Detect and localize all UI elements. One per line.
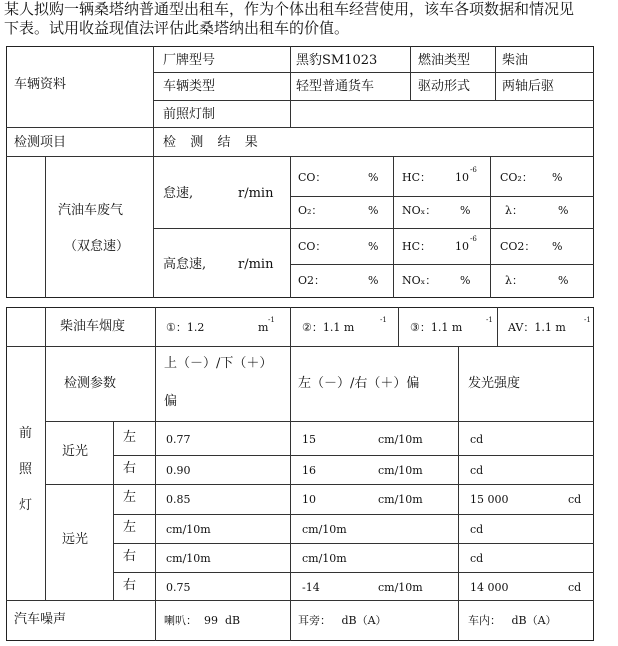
exhaust-nox-label: NOₓ： — [402, 204, 437, 217]
vertical-offset-header: 上（－）/下（＋） — [164, 356, 273, 371]
exhaust-high-co-label: CO： — [298, 240, 327, 253]
headlight-side-label-3: 灯 — [19, 498, 33, 513]
row4-int-unit: cd — [470, 523, 484, 536]
row3-hunit: cm/10m — [378, 493, 423, 506]
intensity-header: 发光强度 — [468, 376, 521, 391]
high-idle-label: 高怠速, — [163, 257, 207, 272]
smoke-unit-1: m — [258, 321, 269, 334]
row3-side: 左 — [123, 490, 137, 505]
exhaust-high-hc-unit: 10 — [455, 240, 469, 253]
headlight-side-label-2: 照 — [19, 462, 33, 477]
exhaust-high-hc-exp: -6 — [470, 235, 477, 243]
exhaust-o2-unit: % — [368, 204, 379, 217]
smoke-reading-1: ①：1.2 — [166, 321, 205, 334]
exhaust-lambda-label: λ： — [505, 204, 523, 217]
brand-label: 厂牌型号 — [163, 53, 216, 68]
headlight-system-label: 前照灯制 — [163, 107, 216, 122]
brand-value: 黑豹SM1023 — [296, 53, 378, 68]
exhaust-high-co2-label: CO2： — [500, 240, 536, 253]
exhaust-high-nox-unit: % — [460, 274, 471, 287]
high-beam-label: 远光 — [62, 532, 89, 547]
row2-side: 右 — [123, 461, 137, 476]
row5-side: 右 — [123, 549, 137, 564]
type-label: 车辆类型 — [163, 79, 216, 94]
smoke-exp-3: -1 — [486, 316, 493, 324]
intro-line-1: 某人拟购一辆桑塔纳普通型出租车，作为个体出租车经营使用，该车各项数据和情况见 — [4, 0, 575, 18]
row1-side: 左 — [123, 430, 137, 445]
horizontal-offset-header: 左（－）/右（＋）偏 — [298, 376, 420, 391]
inspection-result-label: 检 测 结 果 — [163, 135, 260, 150]
row1-vert: 0.77 — [166, 433, 191, 446]
row4-hval: cm/10m — [302, 523, 347, 536]
row5-vert: cm/10m — [166, 552, 211, 565]
smoke-average: AV：1.1 m — [508, 321, 566, 334]
smoke-exp-av: -1 — [584, 316, 591, 324]
drive-label: 驱动形式 — [418, 79, 471, 94]
idle-unit: r/min — [238, 186, 274, 201]
exhaust-high-lambda-label: λ： — [505, 274, 523, 287]
row1-int-unit: cd — [470, 433, 484, 446]
exhaust-co2-unit: % — [552, 171, 563, 184]
exhaust-nox-unit: % — [460, 204, 471, 217]
row4-vert: cm/10m — [166, 523, 211, 536]
exhaust-high-nox-label: NOₓ： — [402, 274, 437, 287]
cabin-noise: 车内： dB（A） — [468, 614, 557, 627]
row1-hval: 15 — [302, 433, 316, 446]
exhaust-high-hc-label: HC： — [402, 240, 432, 253]
exhaust-high-lambda-unit: % — [558, 274, 569, 287]
vehicle-section-label: 车辆资料 — [14, 77, 67, 92]
smoke-reading-3: ③：1.1 m — [410, 321, 463, 334]
row3-int-unit: cd — [568, 493, 582, 506]
param-label: 检测参数 — [64, 376, 117, 391]
row5-int-unit: cd — [470, 552, 484, 565]
drive-value: 两轴后驱 — [502, 79, 555, 94]
low-beam-label: 近光 — [62, 444, 89, 459]
row5-hval: cm/10m — [302, 552, 347, 565]
row2-int-unit: cd — [470, 464, 484, 477]
exhaust-lambda-unit: % — [558, 204, 569, 217]
exhaust-hc-label: HC： — [402, 171, 432, 184]
smoke-exp-2: -1 — [380, 316, 387, 324]
type-value: 轻型普通货车 — [296, 79, 375, 94]
exhaust-high-o2-unit: % — [368, 274, 379, 287]
high-idle-unit: r/min — [238, 257, 274, 272]
smoke-label: 柴油车烟度 — [60, 319, 126, 334]
fuel-value: 柴油 — [502, 53, 529, 68]
row3-int-val: 15 000 — [470, 493, 509, 506]
row6-vert: 0.75 — [166, 581, 191, 594]
headlight-side-label-1: 前 — [19, 426, 33, 441]
inspection-item-label: 检测项目 — [14, 135, 67, 150]
row2-hunit: cm/10m — [378, 464, 423, 477]
smoke-reading-2: ②：1.1 m — [302, 321, 355, 334]
exhaust-high-co2-unit: % — [552, 240, 563, 253]
exhaust-co-label: CO： — [298, 171, 327, 184]
idle-label: 怠速, — [163, 186, 194, 201]
vertical-offset-header-2: 偏 — [164, 394, 178, 409]
row4-side: 左 — [123, 520, 137, 535]
row6-side: 右 — [123, 578, 137, 593]
intro-text — [4, 0, 616, 38]
horn-noise: 喇叭： 99 dB — [164, 614, 241, 627]
row2-hval: 16 — [302, 464, 316, 477]
row6-hunit: cm/10m — [378, 581, 423, 594]
row3-hval: 10 — [302, 493, 316, 506]
row6-int-unit: cd — [568, 581, 582, 594]
exhaust-hc-exp: -6 — [470, 166, 477, 174]
fuel-label: 燃油类型 — [418, 53, 471, 68]
exhaust-subtitle: （双怠速） — [64, 239, 130, 254]
noise-label: 汽车噪声 — [14, 612, 67, 627]
exhaust-hc-unit: 10 — [455, 171, 469, 184]
exhaust-co2-label: CO₂： — [500, 171, 533, 184]
ear-noise: 耳旁： dB（A） — [298, 614, 387, 627]
row6-int-val: 14 000 — [470, 581, 509, 594]
row2-vert: 0.90 — [166, 464, 191, 477]
exhaust-co-unit: % — [368, 171, 379, 184]
row6-hval: -14 — [302, 581, 320, 594]
exhaust-high-o2-label: O2： — [298, 274, 326, 287]
exhaust-title: 汽油车废气 — [58, 203, 124, 218]
row3-vert: 0.85 — [166, 493, 191, 506]
smoke-exp-1: -1 — [268, 316, 275, 324]
exhaust-o2-label: O₂： — [298, 204, 323, 217]
row1-hunit: cm/10m — [378, 433, 423, 446]
exhaust-high-co-unit: % — [368, 240, 379, 253]
intro-line-2: 下表。试用收益现值法评估此桑塔纳出租车的价值。 — [4, 19, 350, 37]
